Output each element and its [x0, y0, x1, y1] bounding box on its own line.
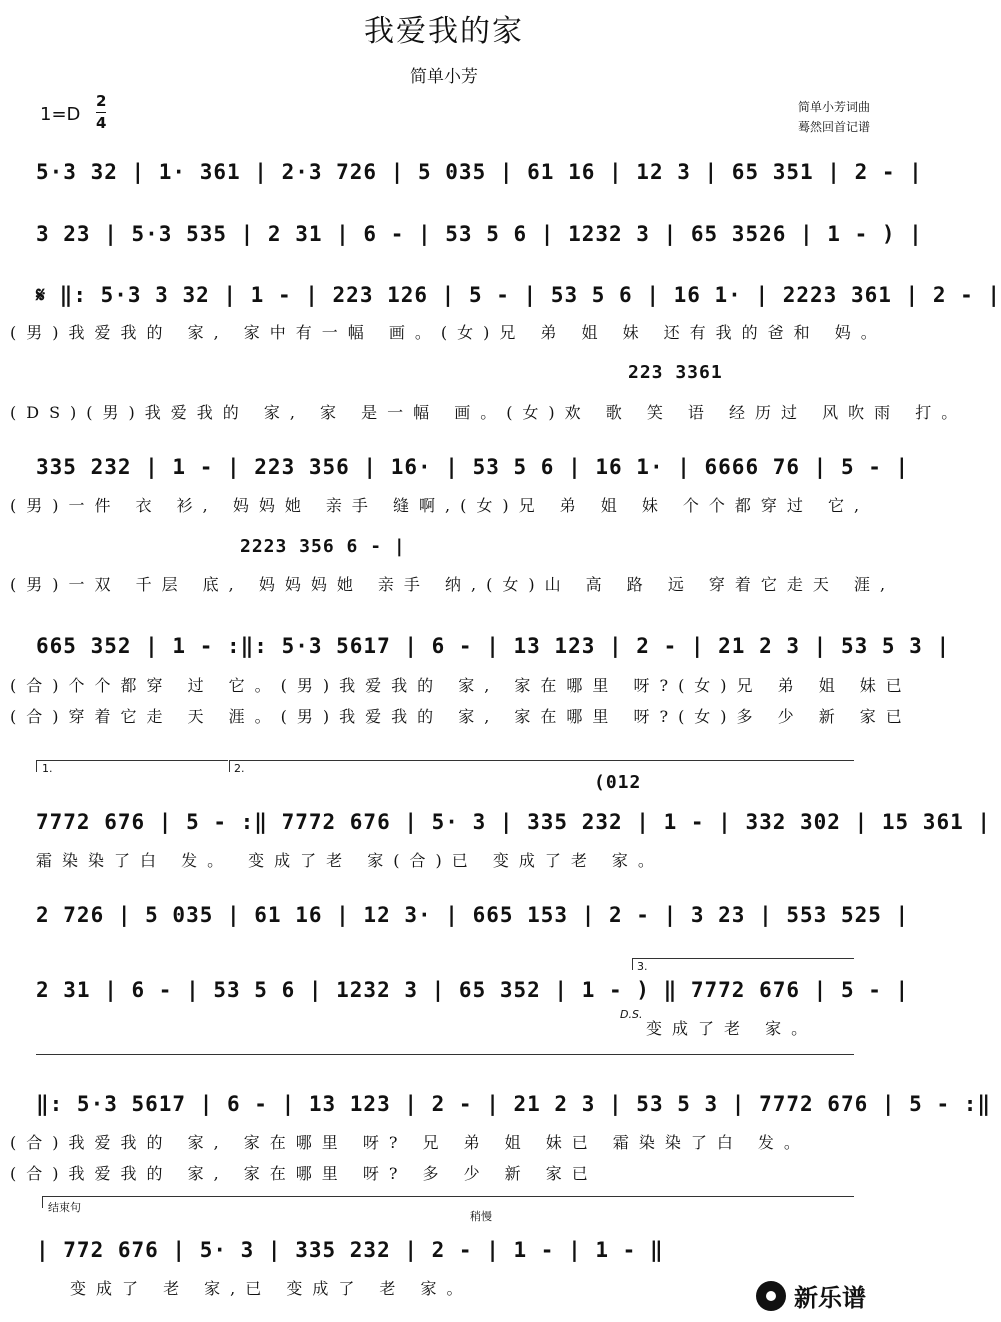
key-signature: 1=D: [40, 104, 81, 125]
notation-row: 335 232 | 1 - | 223 356 | 16· | 53 5 6 | 16 1· | 6666 76 | 5 - |: [36, 455, 910, 479]
volta-bracket: [229, 760, 230, 772]
notation-row: | 772 676 | 5· 3 | 335 232 | 2 - | 1 - | 1 - ‖: [36, 1238, 664, 1262]
lyric-line: (合)我爱我的 家, 家在哪里 呀? 兄 弟 姐 妹已 霜染染了白 发。: [10, 1133, 810, 1152]
tempo-mark: 稍慢: [470, 1210, 492, 1223]
logo-text: 新乐谱: [794, 1284, 866, 1312]
lyric-line: 霜染染了白 发。 变成了老 家(合)已 变成了老 家。: [36, 851, 664, 870]
time-signature: [96, 94, 106, 131]
notation-row: 3 23 | 5·3 535 | 2 31 | 6 - | 53 5 6 | 1232 3 | 65 3526 | 1 - ) |: [36, 222, 923, 246]
volta-label: 1.: [42, 762, 53, 775]
notation-row: 7772 676 | 5 - :‖ 7772 676 | 5· 3 | 335 232 | 1 - | 332 302 | 15 361 |: [36, 810, 992, 834]
notation-row: 𝄋 ‖: 5·3 3 32 | 1 - | 223 126 | 5 - | 53 5 6 | 16 1· | 2223 361 | 2 - |: [36, 283, 1001, 307]
aside-notes: (012: [594, 772, 642, 793]
volta-bracket: [42, 1196, 854, 1197]
alternate-notes: 223 3361: [628, 362, 723, 383]
volta-label: 3.: [637, 960, 648, 973]
lyric-line: (合)穿着它走 天 涯。(男)我爱我的 家, 家在哪里 呀?(女)多 少 新 家已: [10, 707, 912, 726]
credit-composer: 简单小芳词曲: [797, 100, 870, 114]
volta-label: 结束句: [48, 1201, 81, 1214]
section-divider: [36, 1054, 854, 1055]
notation-row: 665 352 | 1 - :‖: 5·3 5617 | 6 - | 13 123 | 2 - | 21 2 3 | 53 5 3 |: [36, 634, 951, 658]
volta-bracket: [36, 760, 37, 772]
time-signature-unit: 4: [96, 114, 107, 132]
lyric-line: (男)一双 千层 底, 妈妈妈她 亲手 纳,(女)山 高 路 远 穿着它走天 涯,: [10, 575, 896, 594]
lyric-line: (男)一件 衣 衫, 妈妈她 亲手 缝啊,(女)兄 弟 姐 妹 个个都穿过 它,: [10, 496, 870, 515]
lyric-line: 变成了老 家。: [646, 1019, 818, 1038]
time-signature-beats: 2: [96, 92, 107, 110]
volta-bracket: [632, 958, 854, 959]
lyric-line: (合)我爱我的 家, 家在哪里 呀? 多 少 新 家已: [10, 1164, 598, 1183]
lyric-line: 变成了 老 家,已 变成了 老 家。: [70, 1279, 473, 1298]
lyric-line: (男)我爱我的 家, 家中有一幅 画。(女)兄 弟 姐 妹 还有我的爸和 妈。: [10, 323, 887, 342]
volta-label: 2.: [234, 762, 245, 775]
volta-bracket: [229, 760, 854, 761]
subtitle: 简单小芳: [410, 67, 478, 87]
record-icon: [756, 1281, 786, 1311]
ds-mark: D.S.: [620, 1008, 643, 1021]
credit-transcriber: 蓦然回首记谱: [797, 120, 870, 134]
notation-row: 5·3 32 | 1· 361 | 2·3 726 | 5 035 | 61 16 | 12 3 | 65 351 | 2 - |: [36, 160, 923, 184]
page-title: 我爱我的家: [364, 14, 524, 49]
alternate-notes: 2223 356 6 - |: [240, 536, 406, 557]
notation-row: 2 31 | 6 - | 53 5 6 | 1232 3 | 65 352 | 1 - ) ‖ 7772 676 | 5 - |: [36, 978, 910, 1002]
notation-row: ‖: 5·3 5617 | 6 - | 13 123 | 2 - | 21 2 3 | 53 5 3 | 7772 676 | 5 - :‖: [36, 1092, 992, 1116]
lyric-line: (合)个个都穿 过 它。(男)我爱我的 家, 家在哪里 呀?(女)兄 弟 姐 妹已: [10, 676, 912, 695]
volta-bracket: [36, 760, 228, 761]
site-logo: [756, 1278, 866, 1313]
volta-bracket: [42, 1196, 43, 1208]
lyric-line: (DS)(男)我爱我的 家, 家 是一幅 画。(女)欢 歌 笑 语 经历过 风吹雨 打。: [10, 403, 968, 422]
volta-bracket: [632, 958, 633, 970]
notation-row: 2 726 | 5 035 | 61 16 | 12 3· | 665 153 | 2 - | 3 23 | 553 525 |: [36, 903, 910, 927]
